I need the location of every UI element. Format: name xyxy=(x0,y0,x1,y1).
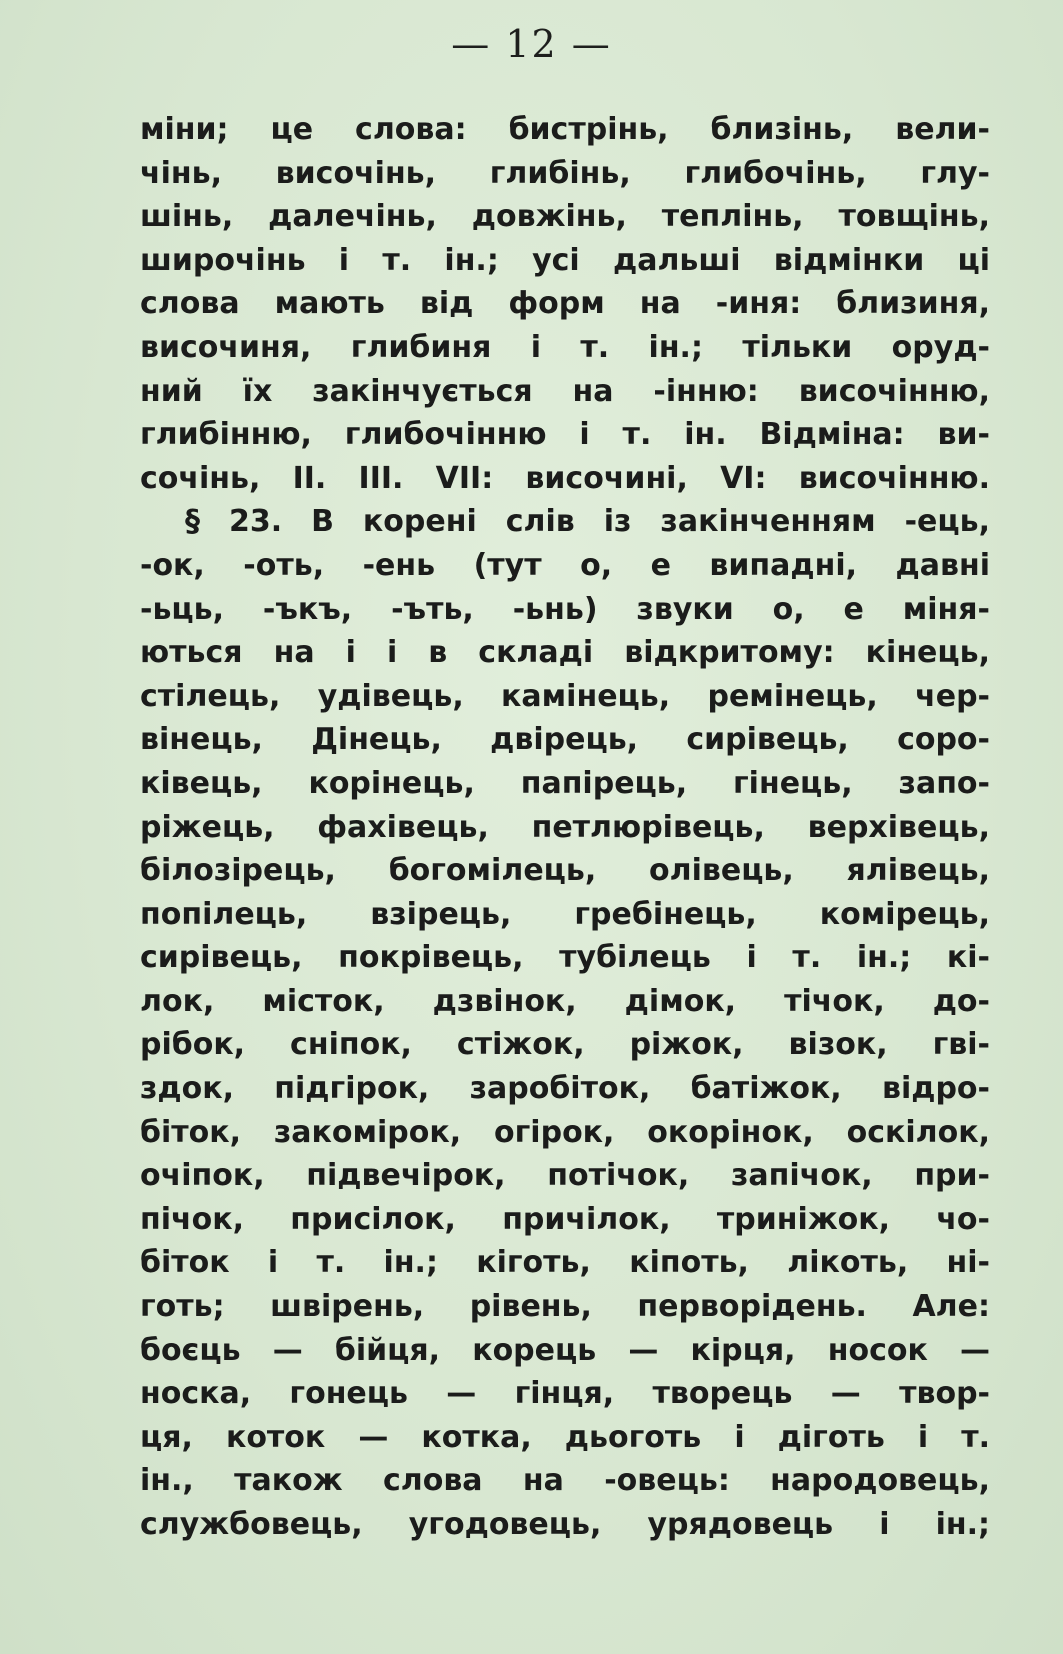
text-line: ця, коток — котка, дьоготь і діготь і т. xyxy=(140,1419,990,1455)
text-line: ківець, корінець, папірець, гінець, запо- xyxy=(140,765,990,801)
text-line: здок, підгірок, заробіток, батіжок, відро- xyxy=(140,1071,990,1107)
text-line: носка, гонець — гінця, творець — твор- xyxy=(140,1376,990,1412)
text-line: слова мають від форм на -иня: близиня, xyxy=(140,286,990,322)
text-line: сирівець, покрівець, тубілець і т. ін.; кі- xyxy=(140,940,990,976)
text-line: рібок, сніпок, стіжок, ріжок, візок, гві- xyxy=(140,1027,990,1063)
text-line: службовець, угодовець, урядовець і ін.; xyxy=(140,1507,990,1542)
text-line: білозірець, богомілець, олівець, ялівець, xyxy=(140,853,990,889)
text-line: біток, закомірок, огірок, окорінок, оскілок, xyxy=(140,1114,990,1150)
text-line: ються на і і в складі відкритому: кінець, xyxy=(140,635,990,671)
text-line: ний їх закінчується на -інню: височінню, xyxy=(140,373,990,409)
text-line: біток і т. ін.; кіготь, кіпоть, лікоть, ні- xyxy=(140,1245,990,1281)
text-line: широчінь і т. ін.; усі дальші відмінки ці xyxy=(140,242,990,278)
text-line: шінь, далечінь, довжінь, теплінь, товщінь, xyxy=(140,199,990,235)
body-text xyxy=(140,108,990,1547)
text-line: боєць — бійця, корець — кірця, носок — xyxy=(140,1332,990,1368)
text-line: глибінню, глибочінню і т. ін. Відміна: ви- xyxy=(140,417,990,453)
text-line: ріжець, фахівець, петлюрівець, верхівець, xyxy=(140,809,990,845)
text-line: -ок, -оть, -ень (тут о, е випадні, давні xyxy=(140,547,990,583)
text-line: чінь, височінь, глибінь, глибочінь, глу- xyxy=(140,155,990,191)
page-number: — 12 — xyxy=(451,22,612,66)
text-line: міни; це слова: бистрінь, близінь, вели- xyxy=(140,112,990,147)
text-line: височиня, глибиня і т. ін.; тільки оруд- xyxy=(140,329,990,365)
text-line: стілець, удівець, камінець, ремінець, чер- xyxy=(140,678,990,714)
text-line: сочінь, II. III. VII: височині, VI: височінню. xyxy=(140,460,990,496)
paragraph-start-line: § 23. В корені слів із закінченням -ець, xyxy=(185,504,990,540)
text-line: попілець, взірець, гребінець, комірець, xyxy=(140,896,990,932)
text-line: лок, місток, дзвінок, дімок, тічок, до- xyxy=(140,983,990,1019)
text-line: вінець, Дінець, двірець, сирівець, соро- xyxy=(140,722,990,758)
text-line: очіпок, підвечірок, потічок, запічок, при- xyxy=(140,1158,990,1194)
text-line: готь; швірень, рівень, перворідень. Але: xyxy=(140,1289,990,1325)
text-line: ін., також слова на -овець: народовець, xyxy=(140,1463,990,1499)
text-line: пічок, присілок, причілок, триніжок, чо- xyxy=(140,1201,990,1237)
text-line: -ьць, -ъкъ, -ъть, -ьнь) звуки о, е міня- xyxy=(140,591,990,627)
